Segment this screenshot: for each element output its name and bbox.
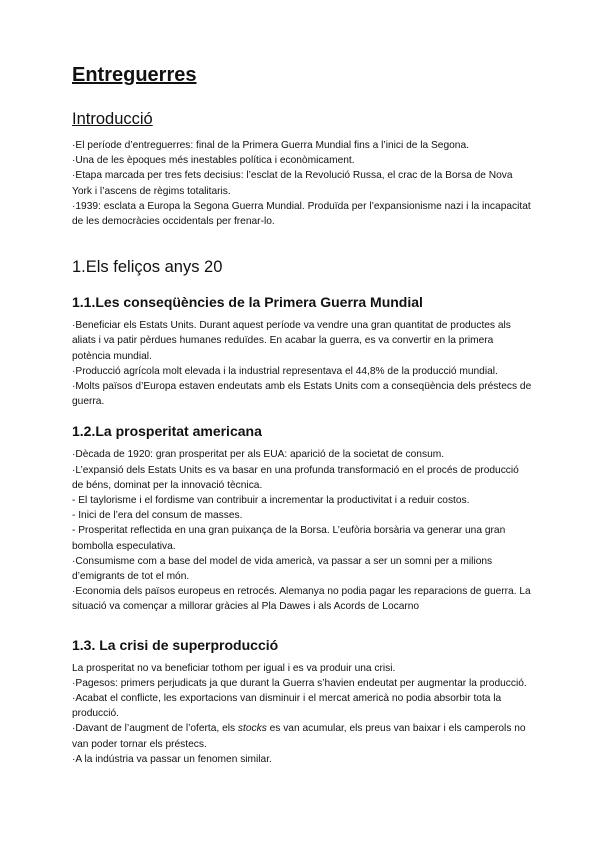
paragraph: ·L’expansió dels Estats Units es va basar en una profunda transformació en el procés de producció de béns, dominat per la innovació tècnica. xyxy=(72,464,519,491)
paragraph: ·Producció agrícola molt elevada i la industrial representava el 44,8% de la producció mundial. xyxy=(72,365,498,377)
section-heading: 1.Els feliços anys 20 xyxy=(72,258,223,277)
intro-line: ·1939: esclata a Europa la Segona Guerra Mundial. Produïda per l’expansionisme nazi i la incapacitat de les democràcies occidentals per frenar-lo. xyxy=(72,200,531,228)
paragraph: ·Consumisme com a base del model de vida americà, va passar a ser un somni per a milions d’emigrants de tot el món. xyxy=(72,555,493,583)
paragraph: ·Acabat el conflicte, les exportacions van disminuir i el mercat americà no podia absorbir tota la producció. xyxy=(72,693,502,720)
paragraph: ·Pagesos: primers perjudicats ja que durant la Guerra s’havien endeutat per augmentar la producció. xyxy=(72,677,527,689)
intro-line: ·Etapa marcada per tres fets decisius: l’esclat de la Revolució Russa, el crac de la Borsa de Nova York i l’ascens de règims totalitaris. xyxy=(72,170,513,197)
paragraph: ·Beneficiar els Estats Units. Durant aquest període va vendre una gran quantitat de productes als aliats i va patir pèrdues humanes reduïdes. En acabar la guerra, es va convertir en la primera potència mundial. xyxy=(72,320,511,362)
intro-line: ·El període d’entreguerres: final de la Primera Guerra Mundial fins a l’inici de la Segona. xyxy=(72,140,469,151)
paragraph: ·Dècada de 1920: gran prosperitat per als EUA: aparició de la societat de consum. xyxy=(72,449,445,461)
text-run: es van acumular, els preus van baixar i els camperols no van poder tornar els préstecs. xyxy=(72,723,526,750)
intro-heading: Introducció xyxy=(72,110,153,128)
document-page xyxy=(72,62,532,767)
paragraph: - El taylorisme i el fordisme van contribuir a incrementar la productivitat i a reduir costos. xyxy=(72,495,470,507)
paragraph: ·Molts països d’Europa estaven endeutats amb els Estats Units com a conseqüència dels préstecs de guerra. xyxy=(72,381,532,408)
emphasis-stocks: stocks xyxy=(237,723,267,735)
paragraph: La prosperitat no va beneficiar tothom per igual i es va produir una crisi. xyxy=(72,662,396,674)
subsection-heading: 1.1.Les conseqüències de la Primera Guerra Mundial xyxy=(72,294,423,311)
paragraph: - Inici de l’era del consum de masses. xyxy=(72,510,243,522)
text-run: ·Davant de l’augment de l’oferta, els xyxy=(72,723,238,735)
subsection-heading: 1.3. La crisi de superproducció xyxy=(72,636,279,653)
page-title: Entreguerres xyxy=(72,64,197,86)
intro-line: ·Una de les èpoques més inestables política i econòmicament. xyxy=(72,155,355,167)
subsection-heading: 1.2.La prosperitat americana xyxy=(72,423,262,440)
paragraph: ·A la indústria va passar un fenomen similar. xyxy=(72,753,272,765)
paragraph: ·Economia dels països europeus en retrocés. Alemanya no podia pagar les reparacions de guerra. La situació va començar a millorar gràcies al Pla Dawes i als Acords de Locarno xyxy=(72,586,531,613)
paragraph: - Prosperitat reflectida en una gran puixança de la Borsa. L’eufòria borsària va generar una gran bombolla especulativa. xyxy=(72,525,506,552)
paragraph xyxy=(72,721,532,751)
